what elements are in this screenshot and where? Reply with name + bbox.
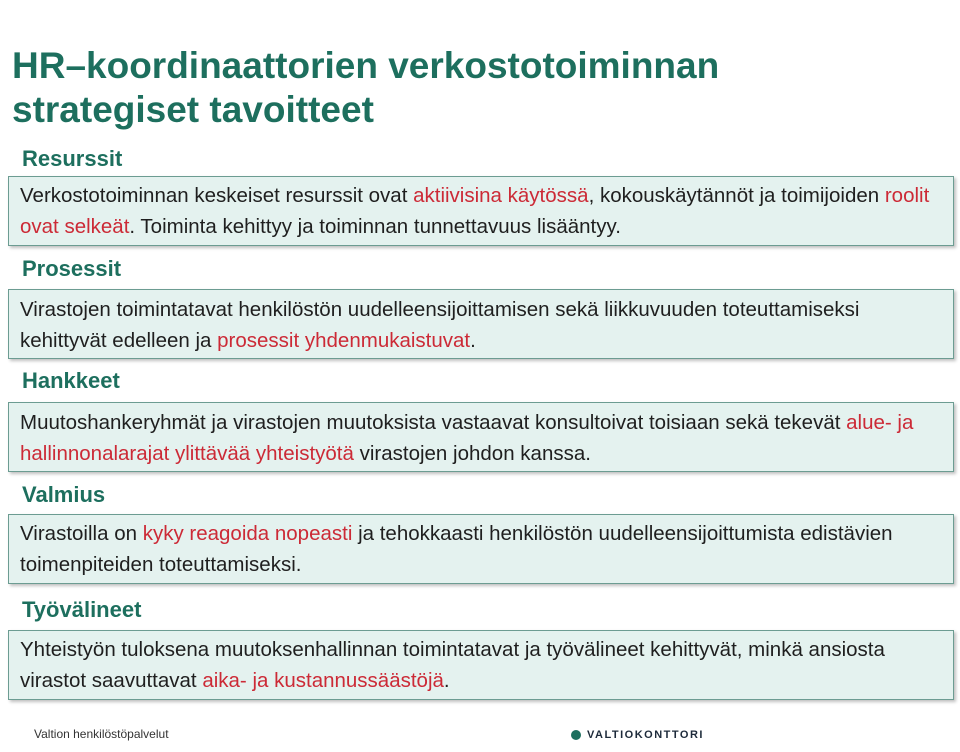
valtiokonttori-logo [571, 725, 704, 745]
section-text-tyovalineet: Yhteistyön tuloksena muutoksenhallinnan toimintatavat ja työvälineet kehittyvät, minkä ansiosta virastot saavuttavat aika- ja kustannussäästöjä. [20, 638, 885, 692]
section-text-valmius: Virastoilla on kyky reagoida nopeasti ja tehokkaasti henkilöstön uudelleensijoittumista edistävien toimenpiteiden toteuttamiseksi. [20, 522, 893, 576]
section-text-hankkeet: Muutoshankeryhmät ja virastojen muutoksista vastaavat konsultoivat toisiaan sekä tekevät alue- ja hallinnonalarajat ylittävää yhteistyötä virastojen johdon kanssa. [20, 411, 914, 465]
logo-mark-icon [571, 730, 581, 740]
section-text-resurssit: Verkostotoiminnan keskeiset resurssit ovat aktiivisina käytössä, kokouskäytännöt ja toimijoiden roolit ovat selkeät. Toiminta kehittyy ja toiminnan tunnettavuus lisääntyy. [20, 184, 930, 238]
page-title: HR–koordinaattorien verkostotoiminnan strategiset tavoitteet [12, 45, 720, 130]
section-heading-hankkeet: Hankkeet [22, 368, 120, 393]
section-heading-tyovalineet: Työvälineet [22, 597, 142, 622]
footer-organization: Valtion henkilöstöpalvelut [34, 727, 169, 741]
section-text-prosessit: Virastojen toimintatavat henkilöstön uudelleensijoittamisen sekä liikkuvuuden toteuttamiseksi kehittyvät edelleen ja prosessit yhdenmukaistuvat. [20, 298, 860, 352]
section-heading-prosessit: Prosessit [22, 256, 122, 281]
section-heading-resurssit: Resurssit [22, 146, 123, 171]
logo-wordmark: VALTIOKONTTORI [587, 729, 704, 741]
section-heading-valmius: Valmius [22, 482, 106, 507]
